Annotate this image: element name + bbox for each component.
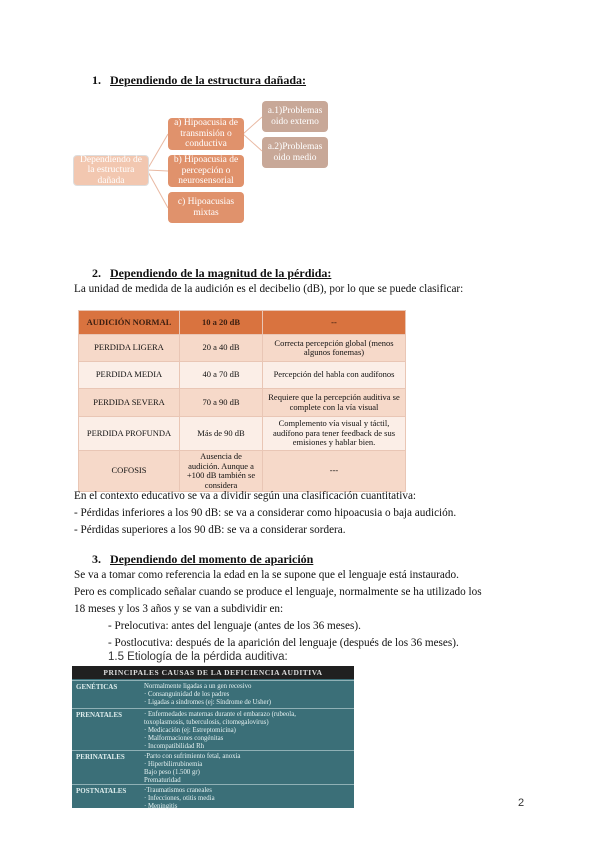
connector-a-a2: [243, 134, 262, 151]
diagram-node-mixtas: c) Hipoacusias mixtas: [168, 192, 244, 223]
table-cell: PERDIDA SEVERA: [79, 389, 180, 417]
list-locutiva: [108, 618, 459, 652]
diagram-node-percepcion: b) Hipoacusia de percepción o neurosensorial: [168, 155, 244, 187]
text-line: ·Parto con sufrimiento fetal, anoxia: [144, 753, 241, 760]
connector-root-a: [147, 134, 168, 170]
text-line: Bajo peso (1.500 gr): [144, 769, 200, 776]
text-line: ·Traumatismos craneales: [144, 787, 212, 794]
text-line: · Ligadas a síndromes (ej: Síndrome de Usher): [144, 699, 272, 706]
table-row: [79, 335, 406, 362]
text-line: · Hiperbilirrubinemia: [144, 761, 203, 768]
table-magnitud-perdida: [78, 310, 406, 492]
text-line: · Incompatibilidad Rh: [144, 743, 205, 750]
table-cell: ---: [263, 451, 406, 492]
table-row-detail: [144, 711, 296, 751]
table-row: [79, 417, 406, 451]
diagram-root-node: Dependiendo de la estructura dañada: [73, 155, 149, 186]
text-line: · Meningitis: [144, 803, 178, 810]
section-1-number: 1.: [92, 73, 101, 87]
text-line: · Infecciones, otitis media: [144, 795, 215, 802]
table-cell: Ausencia de audición. Aunque a +100 dB también se considera: [180, 451, 263, 492]
table-cell: PERDIDA PROFUNDA: [79, 417, 180, 451]
table-row: [79, 362, 406, 389]
text-line: Prematuridad: [144, 777, 181, 784]
table-cell: PERDIDA MEDIA: [79, 362, 180, 389]
subheading-etiologia: 1.5 Etiología de la pérdida auditiva:: [108, 651, 288, 663]
table-row-detail: [144, 683, 271, 707]
table-title: PRINCIPALES CAUSAS DE LA DEFICIENCIA AUDITIVA: [72, 666, 354, 679]
table-row-category: GENÉTICAS: [76, 683, 118, 691]
table-row: [72, 708, 354, 750]
list-item: - Prelocutiva: antes del lenguaje (antes de los 36 meses).: [108, 620, 361, 632]
table-cell: Complemento vía visual y táctil, audífono para tener feedback de sus emisiones y hablar bien.: [263, 417, 406, 451]
section-2-title: Dependiendo de la magnitud de la pérdida:: [110, 266, 332, 280]
section-3-heading: [92, 552, 313, 567]
text-line: - Pérdidas superiores a los 90 dB: se va a considerar sordera.: [74, 524, 346, 536]
connector-root-b: [147, 170, 168, 171]
table-cell: 70 a 90 dB: [180, 389, 263, 417]
connector-root-c: [147, 170, 168, 208]
page-number: 2: [518, 797, 525, 809]
paragraph-momento-aparicion: [74, 567, 482, 618]
table-row-detail: [144, 787, 215, 811]
text-line: · Enfermedades maternas durante el embarazo (rubeola,: [144, 711, 296, 718]
table-cell: Percepción del habla con audífonos: [263, 362, 406, 389]
table-causas-deficiencia: [72, 666, 354, 808]
table-row: [79, 389, 406, 417]
text-line: En el contexto educativo se va a dividir según una clasificación cuantitativa:: [74, 490, 417, 502]
table-cell: AUDICIÓN NORMAL: [79, 311, 180, 335]
table-row-category: PRENATALES: [76, 711, 123, 719]
text-line: - Pérdidas inferiores a los 90 dB: se va a considerar como hipoacusia o baja audición.: [74, 507, 457, 519]
diagram-node-transmision: a) Hipoacusia de transmisión o conductiva: [168, 118, 244, 150]
table-cell: 10 a 20 dB: [180, 311, 263, 335]
table-row: [79, 311, 406, 335]
text-line: · Medicación (ej: Estreptomicina): [144, 727, 236, 734]
section-2-number: 2.: [92, 266, 101, 280]
table-row: [72, 784, 354, 808]
table-cell: --: [263, 311, 406, 335]
text-line: · Consanguinidad de los padres: [144, 691, 230, 698]
text-line: 18 meses y los 3 años y se van a subdividir en:: [74, 603, 284, 615]
paragraph-unidad-medida: La unidad de medida de la audición es el decibelio (dB), por lo que se puede clasificar:: [74, 283, 464, 295]
table-cell: PERDIDA LIGERA: [79, 335, 180, 362]
table-cell: 40 a 70 dB: [180, 362, 263, 389]
text-line: Normalmente ligadas a un gen recesivo: [144, 683, 252, 690]
table-cell: Correcta percepción global (menos algunos fonemas): [263, 335, 406, 362]
section-2-heading: [92, 266, 331, 281]
text-line: toxoplasmosis, tuberculosis, citomegalovirus): [144, 719, 269, 726]
section-3-number: 3.: [92, 552, 101, 566]
text-line: Pero es complicado señalar cuando se produce el lenguaje, normalmente se ha utilizado los: [74, 586, 482, 598]
table-cell: COFOSIS: [79, 451, 180, 492]
text-line: Se va a tomar como referencia la edad en la se supone que el lenguaje está instaurado.: [74, 569, 459, 581]
table-row-category: PERINATALES: [76, 753, 125, 761]
table-row: [72, 680, 354, 708]
diagram-node-oido-medio: a.2)Problemas oido medio: [262, 137, 328, 168]
section-1-title: Dependiendo de la estructura dañada:: [110, 73, 307, 87]
connector-a-a1: [243, 117, 262, 134]
table-row-detail: [144, 753, 240, 785]
table-cell: 20 a 40 dB: [180, 335, 263, 362]
paragraph-contexto-educativo: [74, 488, 456, 539]
list-item: - Postlocutiva: después de la aparición del lenguaje (después de los 36 meses).: [108, 637, 459, 649]
table-row: [72, 750, 354, 784]
table-row: [79, 451, 406, 492]
table-cell: Requiere que la percepción auditiva se complete con la vía visual: [263, 389, 406, 417]
table-cell: Más de 90 dB: [180, 417, 263, 451]
diagram-node-oido-externo: a.1)Problemas oido externo: [262, 101, 328, 132]
section-3-title: Dependiendo del momento de aparición: [110, 552, 314, 566]
table-row-category: POSTNATALES: [76, 787, 127, 795]
text-line: · Malformaciones congénitas: [144, 735, 224, 742]
